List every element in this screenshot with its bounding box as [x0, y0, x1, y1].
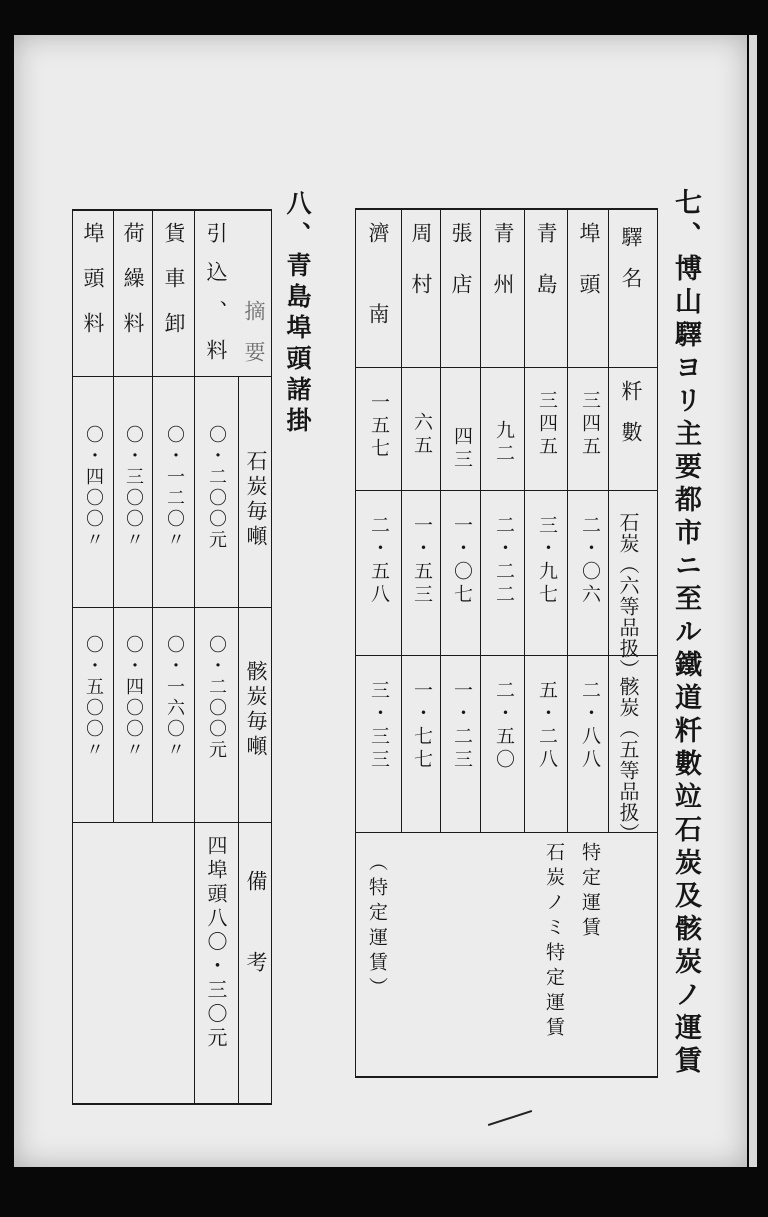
coal-rate: 三・九七	[536, 515, 558, 607]
station-name: 張店	[449, 222, 473, 324]
coke-rate: 二・五〇	[493, 680, 515, 772]
coke-rate: 一・七七	[411, 680, 433, 772]
remark-first: 四埠頭八〇・三〇元	[204, 835, 228, 1051]
page-edge	[749, 35, 757, 1167]
item-name: 荷繰料	[121, 222, 145, 357]
coke-rate: 三・三三	[368, 680, 390, 772]
coal-fee: 〇・三〇〇〃	[123, 425, 144, 551]
coal-fee: 〇・四〇〇〃	[83, 425, 104, 551]
coke-rate: 一・二三	[451, 680, 473, 772]
station-name: 埠頭	[577, 222, 601, 324]
coal-rate: 一・〇七	[451, 515, 473, 607]
coal-fee: 〇・一二〇〃	[164, 425, 185, 551]
coal-rate: 二・五八	[368, 515, 390, 607]
coal-rate: 二・〇六	[579, 515, 601, 607]
station-name: 青島	[534, 222, 558, 324]
remark-qingdao: 石炭ノミ特定運賃	[543, 842, 565, 1042]
station-name: 青州	[491, 222, 515, 324]
remark-pier: 特定運賃	[579, 842, 601, 942]
distance-value: 四三	[451, 426, 473, 472]
header-coal: 石炭（六等品扱）	[616, 512, 640, 680]
header-coke: 骸炭（五等品扱）	[616, 676, 640, 844]
coke-fee: 〇・一六〇〃	[164, 635, 185, 761]
coke-fee: 〇・四〇〇〃	[123, 635, 144, 761]
coke-fee: 〇・五〇〇〃	[83, 635, 104, 761]
header-remarks: 備考	[244, 870, 268, 1032]
distance-value: 六五	[411, 412, 433, 458]
distance-value: 一五七	[368, 392, 390, 461]
distance-value: 三四五	[536, 390, 558, 459]
coal-rate: 二・二二	[493, 515, 515, 607]
item-name: 埠頭料	[81, 222, 105, 357]
header-distance: 粁數	[619, 380, 643, 462]
section7-title: 七、博山驛ヨリ主要都市ニ至ル鐵道粁數竝石炭及骸炭ノ運賃	[670, 188, 701, 1079]
header-coal: 石炭毎噸	[244, 450, 268, 550]
coal-rate: 一・五三	[411, 515, 433, 607]
station-name: 濟南	[366, 222, 390, 384]
section8-title: 八、青島埠頭諸掛	[283, 190, 312, 438]
header-coke: 骸炭毎噸	[244, 660, 268, 760]
distance-value: 三四五	[579, 390, 601, 459]
remark-jinan: （特定運賃）	[366, 852, 388, 1002]
header-item: 摘要	[242, 300, 266, 382]
item-name: 引込、料	[204, 222, 228, 378]
coke-fee: 〇・二〇〇元	[206, 635, 227, 761]
station-name: 周村	[409, 222, 433, 324]
header-destination: 驛名	[619, 226, 643, 308]
coke-rate: 五・二八	[536, 680, 558, 772]
distance-value: 九二	[493, 420, 515, 466]
item-name: 貨車卸	[162, 222, 186, 357]
coal-fee: 〇・二〇〇元	[206, 425, 227, 551]
coke-rate: 二・八八	[579, 680, 601, 772]
